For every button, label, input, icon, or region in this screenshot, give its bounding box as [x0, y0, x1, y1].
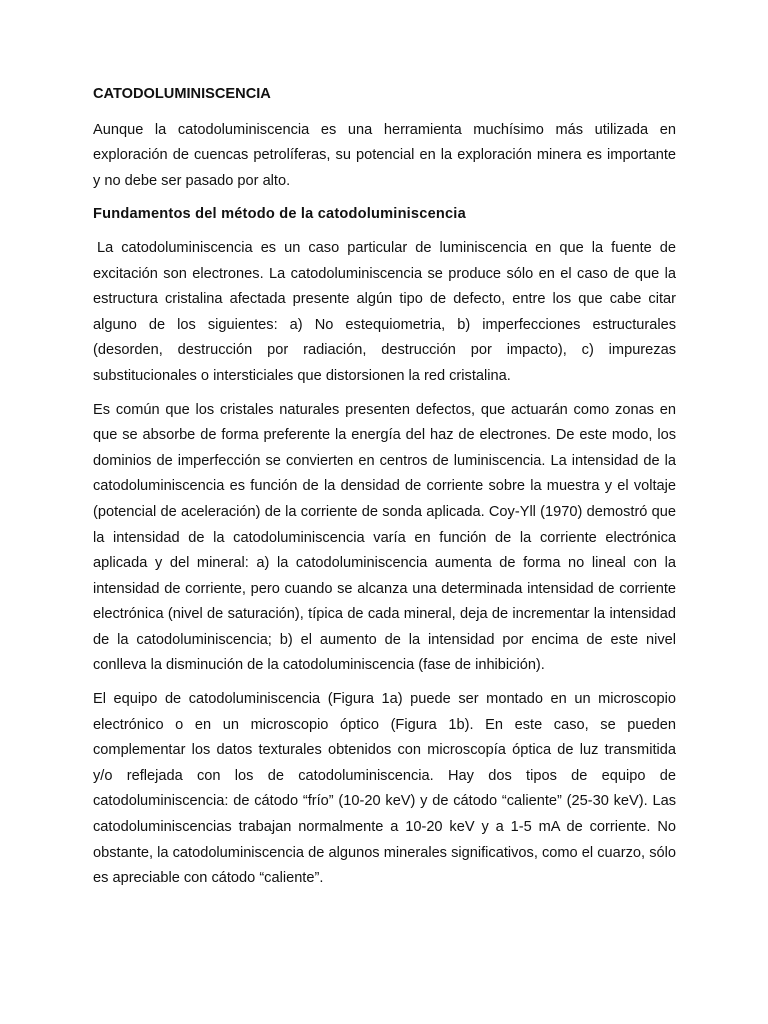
document-title: CATODOLUMINISCENCIA: [93, 86, 271, 102]
body-paragraph-3: El equipo de catodoluminiscencia (Figura 1a) puede ser montado en un microscopio electrónico o en un microscopio óptico (Figura 1b). En este caso, se pueden complementar los datos texturales obtenidos con microscopía óptica de luz transmitida y/o reflejada con los de catodoluminiscencia. Hay dos tipos de equipo de catodoluminiscencia: de cátodo “frío” (10-20 keV) y de cátodo “caliente” (25-30 keV). Las catodoluminiscencias trabajan normalmente a 10-20 keV y a 1-5 mA de corriente. No obstante, la catodoluminiscencia de algunos minerales significativos, como el cuarzo, sólo es apreciable con cátodo “caliente”.: [93, 691, 676, 887]
body-paragraph-2: Es común que los cristales naturales presenten defectos, que actuarán como zonas en que se absorbe de forma preferente la energía del haz de electrones. De este modo, los dominios de imperfección se convierten en centros de luminiscencia. La intensidad de la catodoluminiscencia es función de la densidad de corriente sobre la muestra y el voltaje (potencial de aceleración) de la corriente de sonda aplicada. Coy-Yll (1970) demostró que la intensidad de la catodoluminiscencia varía en función de la corriente electrónica aplicada y del mineral: a) la catodoluminiscencia aumenta de forma no lineal con la intensidad de corriente, pero cuando se alcanza una determinada intensidad de corriente electrónica (nivel de saturación), típica de cada mineral, deja de incrementar la intensidad de la catodoluminiscencia; b) el aumento de la intensidad por encima de este nivel conlleva la disminución de la catodoluminiscencia (fase de inhibición).: [93, 401, 676, 674]
document-page: [93, 82, 676, 900]
body-paragraph-1: La catodoluminiscencia es un caso particular de luminiscencia en que la fuente de excitación son electrones. La catodoluminiscencia se produce sólo en el caso de que la estructura cristalina afectada presente algún tipo de defecto, entre los que cabe citar alguno de los siguientes: a) No estequiometria, b) imperfecciones estructurales (desorden, destrucción por radiación, destrucción por impacto), c) impurezas substitucionales o intersticiales que distorsionen la red cristalina.: [93, 239, 676, 384]
intro-paragraph: Aunque la catodoluminiscencia es una herramienta muchísimo más utilizada en exploración de cuencas petrolíferas, su potencial en la exploración minera es importante y no debe ser pasado por alto.: [93, 121, 676, 189]
section-heading: Fundamentos del método de la catodoluminiscencia: [93, 206, 466, 223]
